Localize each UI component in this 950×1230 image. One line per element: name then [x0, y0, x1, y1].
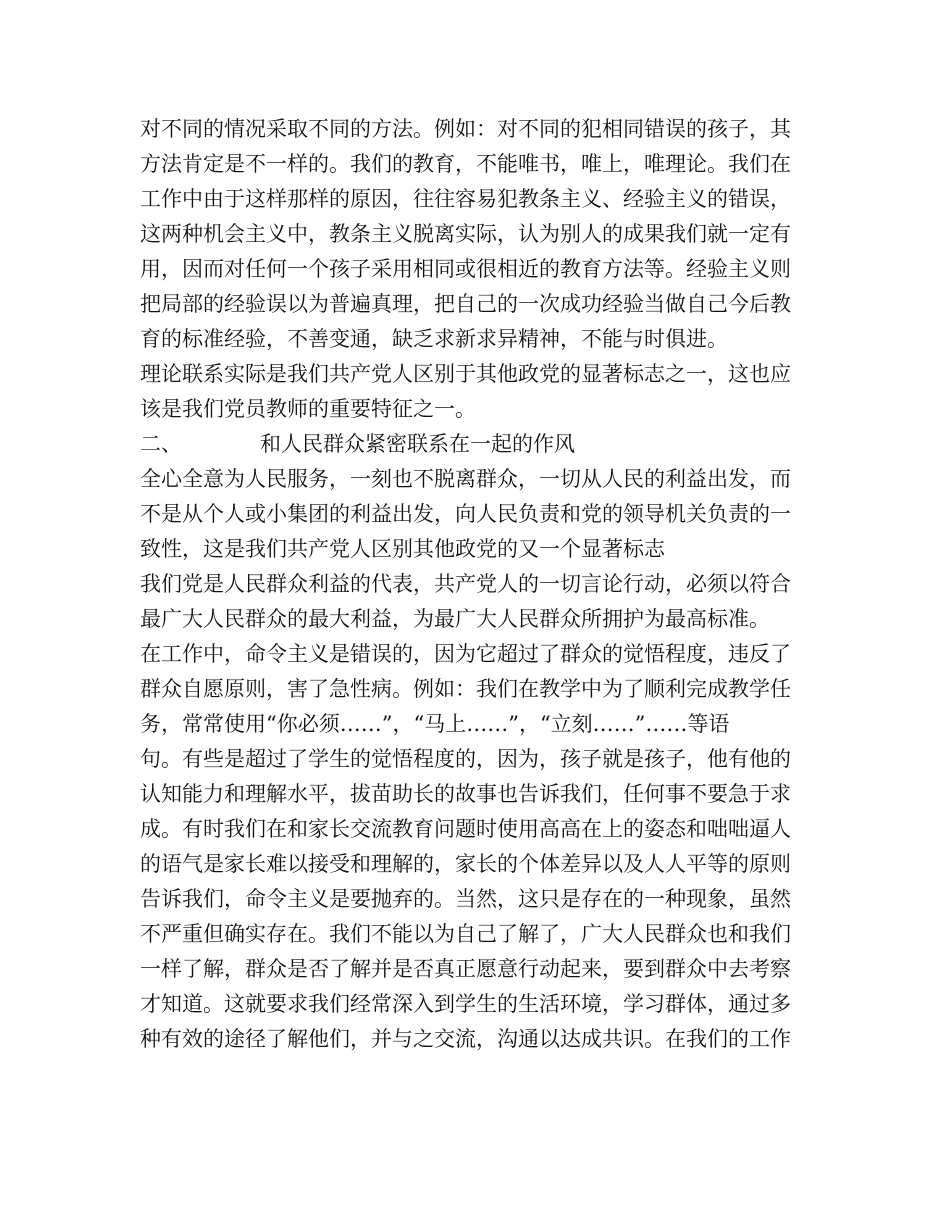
text-line: 这两种机会主义中，教条主义脱离实际，认为别人的成果我们就一定有	[140, 222, 791, 246]
text-line: 告诉我们，命令主义是要抛弃的。当然，这只是存在的一种现象，虽然	[140, 887, 791, 911]
text-line: 把局部的经验误以为普遍真理，把自己的一次成功经验当做自己今后教	[140, 292, 791, 316]
text-line: 认知能力和理解水平，拔苗助长的故事也告诉我们，任何事不要急于求	[140, 782, 791, 806]
text-line: 最广大人民群众的最大利益，为最广大人民群众所拥护为最高标准。	[140, 607, 770, 631]
section-number: 二、	[140, 432, 182, 456]
text-line: 该是我们党员教师的重要特征之一。	[140, 397, 476, 421]
text-line: 方法肯定是不一样的。我们的教育，不能唯书，唯上，唯理论。我们在	[140, 152, 791, 176]
text-line: 一样了解，群众是否了解并是否真正愿意行动起来，要到群众中去考察	[140, 957, 791, 981]
text-line: 不严重但确实存在。我们不能以为自己了解了，广大人民群众也和我们	[140, 922, 791, 946]
text-line: 理论联系实际是我们共产党人区别于其他政党的显著标志之一，这也应	[140, 362, 791, 386]
text-line: 成。有时我们在和家长交流教育问题时使用高高在上的姿态和咄咄逼人	[140, 817, 791, 841]
text-line: 对不同的情况采取不同的方法。例如：对不同的犯相同错误的孩子，其	[140, 117, 791, 141]
text-line: 用，因而对任何一个孩子采用相同或很相近的教育方法等。经验主义则	[140, 257, 791, 281]
text-line: 的语气是家长难以接受和理解的，家长的个体差异以及人人平等的原则	[140, 852, 791, 876]
text-line: 我们党是人民群众利益的代表，共产党人的一切言论行动，必须以符合	[140, 572, 791, 596]
text-line: 全心全意为人民服务，一刻也不脱离群众，一切从人民的利益出发，而	[140, 467, 791, 491]
text-line: 句。有些是超过了学生的觉悟程度的，因为，孩子就是孩子，他有他的	[140, 747, 791, 771]
text-line: 育的标准经验，不善变通，缺乏求新求异精神，不能与时俱进。	[140, 327, 728, 351]
text-line: 不是从个人或小集团的利益出发，向人民负责和党的领导机关负责的一	[140, 502, 791, 526]
text-line: 才知道。这就要求我们经常深入到学生的生活环境，学习群体，通过多	[140, 992, 791, 1016]
section-heading	[140, 427, 830, 462]
text-line: 群众自愿原则，害了急性病。例如：我们在教学中为了顺利完成教学任	[140, 677, 791, 701]
text-line: 在工作中，命令主义是错误的，因为它超过了群众的觉悟程度，违反了	[140, 642, 791, 666]
text-line: 致性，这是我们共产党人区别其他政党的又一个显著标志	[140, 537, 665, 561]
text-line: 种有效的途径了解他们，并与之交流，沟通以达成共识。在我们的工作	[140, 1027, 791, 1051]
body-text	[140, 112, 830, 1057]
text-line: 务，常常使用“你必须……”，“马上……”，“立刻……”……等语	[140, 712, 730, 736]
section-title: 和人民群众紧密联系在一起的作风	[260, 432, 575, 456]
text-line: 工作中由于这样那样的原因，往往容易犯教条主义、经验主义的错误，	[140, 187, 791, 211]
